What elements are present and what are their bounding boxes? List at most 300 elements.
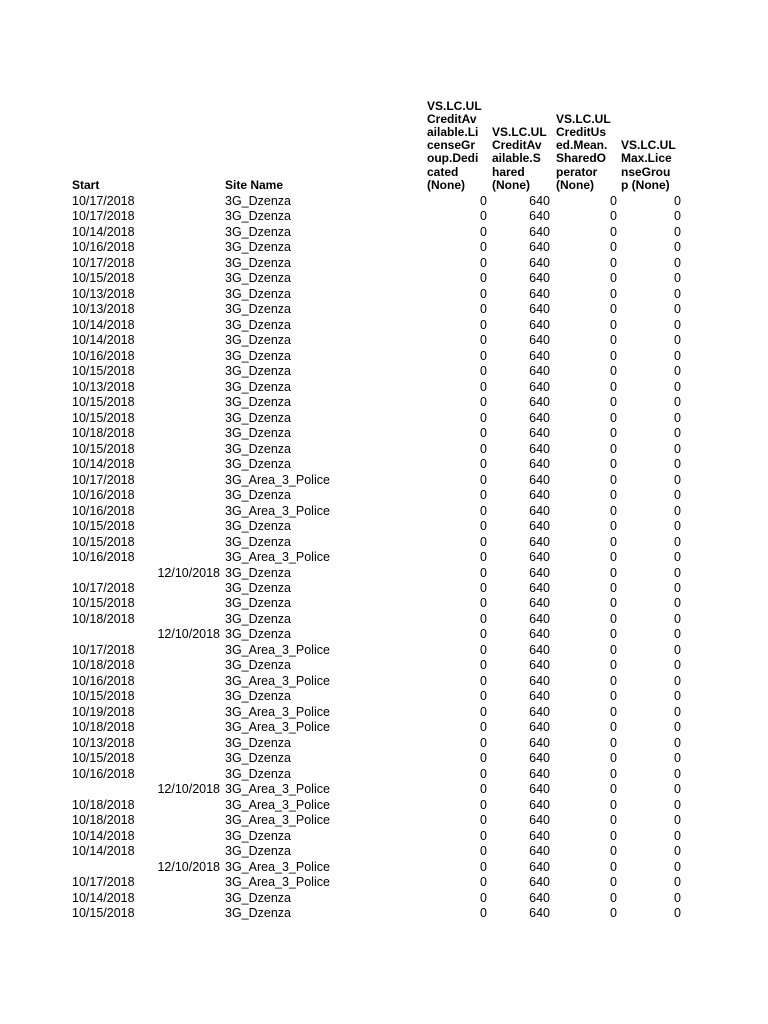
cell-start: 10/14/2018 bbox=[72, 828, 135, 843]
cell-max-group: 0 bbox=[674, 673, 681, 688]
cell-site-name: 3G_Dzenza bbox=[225, 286, 292, 301]
table-row bbox=[0, 194, 768, 210]
cell-start: 10/17/2018 bbox=[72, 642, 135, 657]
table-row bbox=[0, 504, 768, 520]
table-row bbox=[0, 240, 768, 256]
cell-site-name: 3G_Dzenza bbox=[225, 844, 292, 859]
table-row bbox=[0, 596, 768, 612]
cell-used-mean: 0 bbox=[610, 410, 617, 425]
cell-max-group: 0 bbox=[674, 642, 681, 657]
table-row bbox=[0, 906, 768, 922]
table-row bbox=[0, 302, 768, 318]
cell-used-mean: 0 bbox=[610, 519, 617, 534]
cell-shared: 640 bbox=[529, 348, 550, 363]
cell-dedicated: 0 bbox=[480, 519, 487, 534]
cell-used-mean: 0 bbox=[610, 766, 617, 781]
cell-start: 10/18/2018 bbox=[72, 611, 135, 626]
table-row bbox=[0, 349, 768, 365]
cell-shared: 640 bbox=[529, 519, 550, 534]
cell-used-mean: 0 bbox=[610, 534, 617, 549]
cell-shared: 640 bbox=[529, 364, 550, 379]
cell-start: 10/14/2018 bbox=[72, 317, 135, 332]
cell-shared: 640 bbox=[529, 194, 550, 208]
cell-shared: 640 bbox=[529, 379, 550, 394]
cell-start: 10/14/2018 bbox=[72, 844, 135, 859]
cell-start: 10/16/2018 bbox=[72, 550, 135, 565]
cell-start: 10/18/2018 bbox=[72, 720, 135, 735]
cell-start-alt: 12/10/2018 bbox=[157, 859, 220, 874]
cell-used-mean: 0 bbox=[610, 333, 617, 348]
cell-dedicated: 0 bbox=[480, 348, 487, 363]
cell-dedicated: 0 bbox=[480, 859, 487, 874]
cell-site-name: 3G_Dzenza bbox=[225, 209, 292, 224]
table-row bbox=[0, 875, 768, 891]
table-row bbox=[0, 364, 768, 380]
cell-used-mean: 0 bbox=[610, 627, 617, 642]
header-max-license-group-label: VS.LC.UL Max.Lice nseGrou p (None) bbox=[621, 138, 676, 192]
cell-start: 10/17/2018 bbox=[72, 255, 135, 270]
cell-used-mean: 0 bbox=[610, 286, 617, 301]
cell-shared: 640 bbox=[529, 875, 550, 890]
cell-dedicated: 0 bbox=[480, 782, 487, 797]
cell-max-group: 0 bbox=[674, 488, 681, 503]
cell-shared: 640 bbox=[529, 488, 550, 503]
table-row bbox=[0, 844, 768, 860]
cell-used-mean: 0 bbox=[610, 673, 617, 688]
cell-start: 10/16/2018 bbox=[72, 240, 135, 255]
cell-used-mean: 0 bbox=[610, 859, 617, 874]
cell-used-mean: 0 bbox=[610, 255, 617, 270]
cell-max-group: 0 bbox=[674, 224, 681, 239]
cell-max-group: 0 bbox=[674, 410, 681, 425]
cell-site-name: 3G_Dzenza bbox=[225, 828, 292, 843]
cell-dedicated: 0 bbox=[480, 627, 487, 642]
cell-site-name: 3G_Dzenza bbox=[225, 240, 292, 255]
cell-start: 10/15/2018 bbox=[72, 519, 135, 534]
cell-site-name: 3G_Dzenza bbox=[225, 890, 292, 905]
cell-used-mean: 0 bbox=[610, 348, 617, 363]
cell-site-name: 3G_Dzenza bbox=[225, 596, 292, 611]
cell-start-alt: 12/10/2018 bbox=[157, 782, 220, 797]
cell-shared: 640 bbox=[529, 395, 550, 410]
cell-used-mean: 0 bbox=[610, 240, 617, 255]
table-row bbox=[0, 411, 768, 427]
cell-dedicated: 0 bbox=[480, 720, 487, 735]
cell-dedicated: 0 bbox=[480, 534, 487, 549]
cell-used-mean: 0 bbox=[610, 751, 617, 766]
table-row bbox=[0, 318, 768, 334]
cell-start: 10/18/2018 bbox=[72, 658, 135, 673]
header-credit-available-dedicated bbox=[427, 96, 491, 192]
cell-max-group: 0 bbox=[674, 255, 681, 270]
cell-dedicated: 0 bbox=[480, 317, 487, 332]
cell-used-mean: 0 bbox=[610, 689, 617, 704]
cell-shared: 640 bbox=[529, 704, 550, 719]
cell-site-name: 3G_Dzenza bbox=[225, 457, 292, 472]
cell-max-group: 0 bbox=[674, 194, 681, 208]
table-row bbox=[0, 782, 768, 798]
cell-dedicated: 0 bbox=[480, 426, 487, 441]
cell-site-name: 3G_Dzenza bbox=[225, 751, 292, 766]
cell-site-name: 3G_Dzenza bbox=[225, 735, 292, 750]
cell-shared: 640 bbox=[529, 720, 550, 735]
cell-shared: 640 bbox=[529, 410, 550, 425]
header-credit-available-shared bbox=[492, 96, 554, 192]
cell-used-mean: 0 bbox=[610, 550, 617, 565]
cell-dedicated: 0 bbox=[480, 689, 487, 704]
cell-max-group: 0 bbox=[674, 813, 681, 828]
cell-start: 10/16/2018 bbox=[72, 766, 135, 781]
cell-site-name: 3G_Dzenza bbox=[225, 519, 292, 534]
table-row bbox=[0, 705, 768, 721]
cell-site-name: 3G_Dzenza bbox=[225, 333, 292, 348]
cell-dedicated: 0 bbox=[480, 503, 487, 518]
cell-used-mean: 0 bbox=[610, 194, 617, 208]
cell-dedicated: 0 bbox=[480, 611, 487, 626]
cell-site-name: 3G_Dzenza bbox=[225, 689, 292, 704]
table-row bbox=[0, 535, 768, 551]
cell-dedicated: 0 bbox=[480, 286, 487, 301]
cell-shared: 640 bbox=[529, 240, 550, 255]
cell-site-name: 3G_Dzenza bbox=[225, 534, 292, 549]
cell-used-mean: 0 bbox=[610, 906, 617, 921]
cell-max-group: 0 bbox=[674, 472, 681, 487]
cell-site-name: 3G_Dzenza bbox=[225, 441, 292, 456]
cell-max-group: 0 bbox=[674, 333, 681, 348]
cell-used-mean: 0 bbox=[610, 782, 617, 797]
table-row bbox=[0, 581, 768, 597]
cell-used-mean: 0 bbox=[610, 271, 617, 286]
cell-start: 10/16/2018 bbox=[72, 488, 135, 503]
cell-used-mean: 0 bbox=[610, 457, 617, 472]
cell-used-mean: 0 bbox=[610, 395, 617, 410]
cell-site-name: 3G_Dzenza bbox=[225, 317, 292, 332]
cell-site-name: 3G_Dzenza bbox=[225, 658, 292, 673]
table-row bbox=[0, 256, 768, 272]
cell-site-name: 3G_Dzenza bbox=[225, 348, 292, 363]
cell-shared: 640 bbox=[529, 735, 550, 750]
cell-shared: 640 bbox=[529, 797, 550, 812]
cell-max-group: 0 bbox=[674, 302, 681, 317]
table-row bbox=[0, 209, 768, 225]
cell-dedicated: 0 bbox=[480, 828, 487, 843]
cell-dedicated: 0 bbox=[480, 565, 487, 580]
cell-max-group: 0 bbox=[674, 782, 681, 797]
cell-start-alt: 12/10/2018 bbox=[157, 627, 220, 642]
cell-site-name: 3G_Dzenza bbox=[225, 364, 292, 379]
cell-used-mean: 0 bbox=[610, 224, 617, 239]
header-start-label: Start bbox=[72, 177, 100, 192]
cell-max-group: 0 bbox=[674, 735, 681, 750]
header-site-name-label: Site Name bbox=[225, 177, 284, 192]
cell-start: 10/17/2018 bbox=[72, 581, 135, 595]
cell-dedicated: 0 bbox=[480, 379, 487, 394]
cell-max-group: 0 bbox=[674, 317, 681, 332]
cell-shared: 640 bbox=[529, 224, 550, 239]
cell-shared: 640 bbox=[529, 828, 550, 843]
cell-start: 10/15/2018 bbox=[72, 410, 135, 425]
cell-dedicated: 0 bbox=[480, 875, 487, 890]
cell-dedicated: 0 bbox=[480, 704, 487, 719]
cell-shared: 640 bbox=[529, 550, 550, 565]
cell-dedicated: 0 bbox=[480, 658, 487, 673]
cell-max-group: 0 bbox=[674, 859, 681, 874]
cell-shared: 640 bbox=[529, 689, 550, 704]
cell-site-name: 3G_Area_3_Police bbox=[225, 813, 330, 828]
cell-site-name: 3G_Dzenza bbox=[225, 410, 292, 425]
cell-shared: 640 bbox=[529, 271, 550, 286]
cell-dedicated: 0 bbox=[480, 488, 487, 503]
table-row bbox=[0, 751, 768, 767]
cell-shared: 640 bbox=[529, 813, 550, 828]
cell-site-name: 3G_Area_3_Police bbox=[225, 704, 330, 719]
cell-site-name: 3G_Dzenza bbox=[225, 627, 292, 642]
table-row bbox=[0, 473, 768, 489]
cell-dedicated: 0 bbox=[480, 302, 487, 317]
cell-start: 10/15/2018 bbox=[72, 751, 135, 766]
cell-used-mean: 0 bbox=[610, 611, 617, 626]
cell-max-group: 0 bbox=[674, 720, 681, 735]
table-row bbox=[0, 798, 768, 814]
cell-dedicated: 0 bbox=[480, 209, 487, 224]
cell-start: 10/18/2018 bbox=[72, 813, 135, 828]
cell-shared: 640 bbox=[529, 596, 550, 611]
cell-site-name: 3G_Dzenza bbox=[225, 271, 292, 286]
cell-used-mean: 0 bbox=[610, 488, 617, 503]
table-row bbox=[0, 658, 768, 674]
cell-start: 10/14/2018 bbox=[72, 333, 135, 348]
table-row bbox=[0, 813, 768, 829]
cell-dedicated: 0 bbox=[480, 766, 487, 781]
cell-max-group: 0 bbox=[674, 364, 681, 379]
cell-start: 10/16/2018 bbox=[72, 673, 135, 688]
table-row bbox=[0, 333, 768, 349]
cell-dedicated: 0 bbox=[480, 410, 487, 425]
cell-used-mean: 0 bbox=[610, 704, 617, 719]
header-credit-used-mean bbox=[556, 96, 620, 192]
cell-shared: 640 bbox=[529, 906, 550, 921]
cell-dedicated: 0 bbox=[480, 364, 487, 379]
table-row bbox=[0, 426, 768, 442]
header-credit-used-mean-label: VS.LC.UL CreditUs ed.Mean. SharedO perator (None) bbox=[556, 111, 611, 192]
cell-site-name: 3G_Area_3_Police bbox=[225, 472, 330, 487]
cell-used-mean: 0 bbox=[610, 658, 617, 673]
cell-dedicated: 0 bbox=[480, 550, 487, 565]
cell-site-name: 3G_Dzenza bbox=[225, 395, 292, 410]
cell-max-group: 0 bbox=[674, 906, 681, 921]
cell-dedicated: 0 bbox=[480, 797, 487, 812]
cell-max-group: 0 bbox=[674, 240, 681, 255]
cell-max-group: 0 bbox=[674, 426, 681, 441]
cell-shared: 640 bbox=[529, 503, 550, 518]
cell-start: 10/15/2018 bbox=[72, 596, 135, 611]
cell-site-name: 3G_Dzenza bbox=[225, 906, 292, 921]
cell-site-name: 3G_Area_3_Police bbox=[225, 782, 330, 797]
cell-start: 10/15/2018 bbox=[72, 441, 135, 456]
cell-start: 10/17/2018 bbox=[72, 209, 135, 224]
cell-max-group: 0 bbox=[674, 627, 681, 642]
cell-dedicated: 0 bbox=[480, 472, 487, 487]
cell-max-group: 0 bbox=[674, 875, 681, 890]
cell-start: 10/17/2018 bbox=[72, 472, 135, 487]
cell-used-mean: 0 bbox=[610, 379, 617, 394]
cell-shared: 640 bbox=[529, 611, 550, 626]
cell-max-group: 0 bbox=[674, 534, 681, 549]
cell-shared: 640 bbox=[529, 782, 550, 797]
cell-start: 10/18/2018 bbox=[72, 426, 135, 441]
cell-max-group: 0 bbox=[674, 395, 681, 410]
cell-shared: 640 bbox=[529, 642, 550, 657]
cell-site-name: 3G_Area_3_Police bbox=[225, 859, 330, 874]
cell-max-group: 0 bbox=[674, 271, 681, 286]
cell-dedicated: 0 bbox=[480, 395, 487, 410]
cell-max-group: 0 bbox=[674, 828, 681, 843]
cell-shared: 640 bbox=[529, 286, 550, 301]
cell-shared: 640 bbox=[529, 302, 550, 317]
cell-start: 10/15/2018 bbox=[72, 271, 135, 286]
cell-shared: 640 bbox=[529, 859, 550, 874]
cell-used-mean: 0 bbox=[610, 565, 617, 580]
cell-site-name: 3G_Dzenza bbox=[225, 224, 292, 239]
header-credit-available-shared-label: VS.LC.UL CreditAv ailable.S hared (None) bbox=[492, 124, 547, 192]
cell-max-group: 0 bbox=[674, 596, 681, 611]
cell-start: 10/16/2018 bbox=[72, 348, 135, 363]
cell-used-mean: 0 bbox=[610, 720, 617, 735]
cell-start: 10/13/2018 bbox=[72, 379, 135, 394]
cell-dedicated: 0 bbox=[480, 735, 487, 750]
cell-site-name: 3G_Area_3_Police bbox=[225, 797, 330, 812]
cell-site-name: 3G_Dzenza bbox=[225, 611, 292, 626]
header-max-license-group bbox=[621, 96, 685, 192]
cell-dedicated: 0 bbox=[480, 844, 487, 859]
cell-site-name: 3G_Area_3_Police bbox=[225, 503, 330, 518]
cell-start-alt: 12/10/2018 bbox=[157, 565, 220, 580]
cell-used-mean: 0 bbox=[610, 426, 617, 441]
cell-site-name: 3G_Dzenza bbox=[225, 379, 292, 394]
table-row bbox=[0, 767, 768, 783]
cell-shared: 640 bbox=[529, 472, 550, 487]
cell-used-mean: 0 bbox=[610, 302, 617, 317]
cell-used-mean: 0 bbox=[610, 797, 617, 812]
cell-start: 10/18/2018 bbox=[72, 797, 135, 812]
cell-shared: 640 bbox=[529, 844, 550, 859]
cell-used-mean: 0 bbox=[610, 642, 617, 657]
cell-site-name: 3G_Area_3_Police bbox=[225, 642, 330, 657]
cell-shared: 640 bbox=[529, 751, 550, 766]
cell-max-group: 0 bbox=[674, 550, 681, 565]
table-row bbox=[0, 566, 768, 582]
cell-site-name: 3G_Dzenza bbox=[225, 194, 292, 208]
cell-shared: 640 bbox=[529, 890, 550, 905]
cell-max-group: 0 bbox=[674, 689, 681, 704]
cell-dedicated: 0 bbox=[480, 441, 487, 456]
cell-shared: 640 bbox=[529, 333, 550, 348]
cell-site-name: 3G_Dzenza bbox=[225, 581, 292, 595]
cell-dedicated: 0 bbox=[480, 581, 487, 595]
cell-max-group: 0 bbox=[674, 797, 681, 812]
cell-start: 10/13/2018 bbox=[72, 286, 135, 301]
table-row bbox=[0, 829, 768, 845]
table-row bbox=[0, 736, 768, 752]
cell-site-name: 3G_Dzenza bbox=[225, 766, 292, 781]
cell-used-mean: 0 bbox=[610, 472, 617, 487]
cell-used-mean: 0 bbox=[610, 441, 617, 456]
cell-dedicated: 0 bbox=[480, 906, 487, 921]
cell-shared: 640 bbox=[529, 673, 550, 688]
cell-start: 10/15/2018 bbox=[72, 534, 135, 549]
cell-start: 10/14/2018 bbox=[72, 457, 135, 472]
table-row bbox=[0, 442, 768, 458]
cell-max-group: 0 bbox=[674, 611, 681, 626]
cell-shared: 640 bbox=[529, 441, 550, 456]
cell-start: 10/13/2018 bbox=[72, 302, 135, 317]
header-site-name bbox=[225, 96, 375, 192]
cell-max-group: 0 bbox=[674, 766, 681, 781]
table-row bbox=[0, 860, 768, 876]
table-row bbox=[0, 627, 768, 643]
cell-shared: 640 bbox=[529, 426, 550, 441]
cell-dedicated: 0 bbox=[480, 271, 487, 286]
cell-used-mean: 0 bbox=[610, 890, 617, 905]
cell-start: 10/17/2018 bbox=[72, 875, 135, 890]
cell-max-group: 0 bbox=[674, 844, 681, 859]
cell-max-group: 0 bbox=[674, 379, 681, 394]
cell-dedicated: 0 bbox=[480, 890, 487, 905]
cell-start: 10/19/2018 bbox=[72, 704, 135, 719]
cell-dedicated: 0 bbox=[480, 813, 487, 828]
table-row bbox=[0, 674, 768, 690]
cell-start: 10/14/2018 bbox=[72, 890, 135, 905]
cell-start: 10/13/2018 bbox=[72, 735, 135, 750]
cell-used-mean: 0 bbox=[610, 735, 617, 750]
table-row bbox=[0, 720, 768, 736]
cell-shared: 640 bbox=[529, 658, 550, 673]
cell-used-mean: 0 bbox=[610, 209, 617, 224]
cell-shared: 640 bbox=[529, 565, 550, 580]
cell-max-group: 0 bbox=[674, 565, 681, 580]
cell-site-name: 3G_Area_3_Police bbox=[225, 875, 330, 890]
cell-dedicated: 0 bbox=[480, 194, 487, 208]
cell-used-mean: 0 bbox=[610, 813, 617, 828]
cell-used-mean: 0 bbox=[610, 317, 617, 332]
cell-shared: 640 bbox=[529, 457, 550, 472]
cell-max-group: 0 bbox=[674, 286, 681, 301]
cell-start: 10/17/2018 bbox=[72, 194, 135, 208]
cell-site-name: 3G_Area_3_Police bbox=[225, 673, 330, 688]
cell-used-mean: 0 bbox=[610, 596, 617, 611]
cell-max-group: 0 bbox=[674, 704, 681, 719]
cell-site-name: 3G_Dzenza bbox=[225, 488, 292, 503]
cell-used-mean: 0 bbox=[610, 875, 617, 890]
cell-dedicated: 0 bbox=[480, 751, 487, 766]
cell-site-name: 3G_Dzenza bbox=[225, 302, 292, 317]
cell-start: 10/15/2018 bbox=[72, 906, 135, 921]
header-start bbox=[72, 96, 192, 192]
cell-dedicated: 0 bbox=[480, 255, 487, 270]
cell-used-mean: 0 bbox=[610, 828, 617, 843]
cell-dedicated: 0 bbox=[480, 224, 487, 239]
cell-site-name: 3G_Dzenza bbox=[225, 565, 292, 580]
cell-max-group: 0 bbox=[674, 209, 681, 224]
cell-start: 10/15/2018 bbox=[72, 395, 135, 410]
cell-max-group: 0 bbox=[674, 658, 681, 673]
cell-max-group: 0 bbox=[674, 348, 681, 363]
table-row bbox=[0, 519, 768, 535]
cell-used-mean: 0 bbox=[610, 581, 617, 595]
cell-shared: 640 bbox=[529, 534, 550, 549]
cell-site-name: 3G_Dzenza bbox=[225, 426, 292, 441]
cell-dedicated: 0 bbox=[480, 240, 487, 255]
